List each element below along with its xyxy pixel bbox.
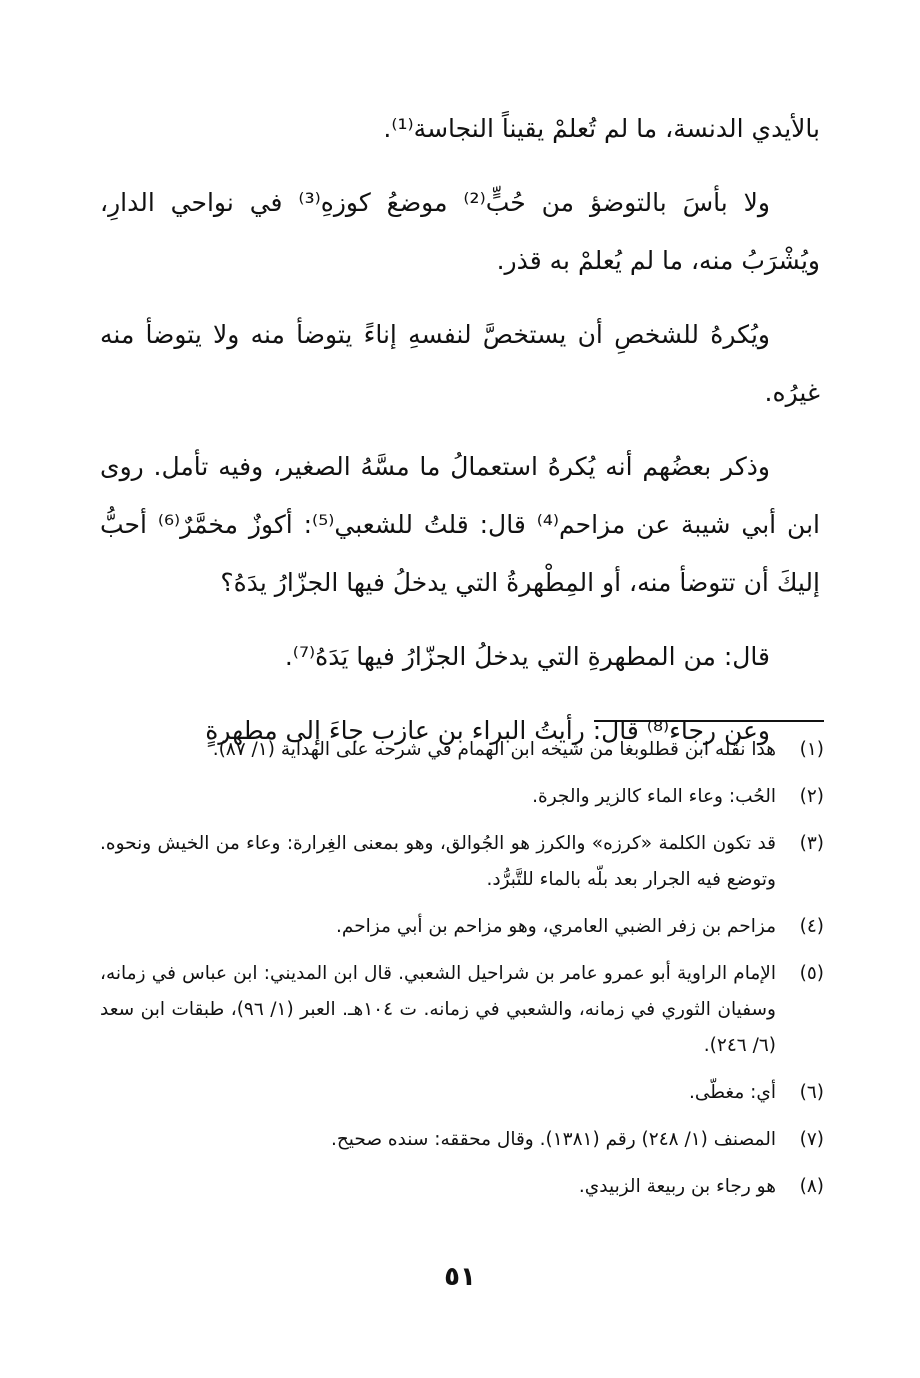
main-text — [100, 100, 820, 776]
footnote-text: هذا نقله ابن قطلوبغا من شيخه ابن الهمام في شرحه على الهداية (١/ ٨٧). — [212, 739, 776, 760]
page-number: ٥١ — [444, 1262, 476, 1292]
footnote — [100, 909, 824, 945]
paragraph: وذكر بعضُهم أنه يُكرهُ استعمالُ ما مسَّهُ الصغير، وفيه تأمل. روى ابن أبي شيبة عن مزاحم⁽⁴⁾ قال: قلتُ للشعبي⁽⁵⁾: أكوزٌ مخمَّرٌ⁽⁶⁾ أحبُّ إليكَ أن تتوضأ منه، أو المِطْهرةُ التي يدخلُ فيها الجزّارُ يدَهُ؟ — [100, 452, 820, 597]
paragraph: ويُكرهُ للشخصِ أن يستخصَّ لنفسهِ إناءً يتوضأ منه ولا يتوضأ منه غيرُه. — [100, 320, 820, 407]
footnote — [100, 779, 824, 815]
footnote-text: قد تكون الكلمة «كرزه» والكرز هو الجُوالق، وهو بمعنى الغِرارة: وعاء من الخيش ونحوه. وتوضع فيه الجرار بعد بلّه بالماء للتَّبرُّد. — [100, 833, 776, 890]
footnote-number: (٣) — [799, 833, 824, 854]
footnote-text: هو رجاء بن ربيعة الزبيدي. — [578, 1176, 776, 1197]
footnote — [100, 1122, 824, 1158]
paragraph: وعن رجاء⁽⁸⁾ قال: رأيتُ البراء بن عازب جاءَ إلى مطهرةٍ — [205, 716, 770, 745]
footnote-number: (٢) — [799, 786, 824, 807]
footnote-separator — [594, 720, 824, 722]
footnote — [100, 826, 824, 898]
footnote-number: (٨) — [799, 1176, 824, 1197]
paragraph: ولا بأسَ بالتوضؤ من حُبٍّ⁽²⁾ موضعُ كوزهِ⁽³⁾ في نواحي الدارِ، ويُشْرَبُ منه، ما لم يُعلمْ به قذر. — [100, 188, 820, 275]
footnote — [100, 1075, 824, 1111]
footnote-text: أي: مغطّى. — [688, 1082, 776, 1103]
footnote-number: (٧) — [799, 1129, 824, 1150]
footnote-number: (٦) — [799, 1082, 824, 1103]
paragraph: قال: من المطهرةِ التي يدخلُ الجزّارُ فيها يَدَهُ⁽⁷⁾. — [284, 642, 770, 671]
footnote — [100, 732, 824, 768]
footnote-number: (٥) — [799, 963, 824, 984]
footnote — [100, 1169, 824, 1205]
paragraph: بالأيدي الدنسة، ما لم تُعلمْ يقيناً النجاسة⁽¹⁾. — [383, 114, 820, 143]
footnote-text: مزاحم بن زفر الضبي العامري، وهو مزاحم بن أبي مزاحم. — [336, 916, 776, 937]
footnote-number: (١) — [799, 739, 824, 760]
footnote-text: الإمام الراوية أبو عمرو عامر بن شراحيل الشعبي. قال ابن المديني: ابن عباس في زمانه، وسفيان الثوري في زمانه، والشعبي في زمانه. ت ١٠٤هـ. العبر (١/ ٩٦)، طبقات ابن سعد (٦/ ٢٤٦). — [100, 963, 776, 1056]
footnote-number: (٤) — [799, 916, 824, 937]
footnotes — [100, 732, 824, 1216]
footnote-text: المصنف (١/ ٢٤٨) رقم (١٣٨١). وقال محققه: سنده صحيح. — [330, 1129, 776, 1150]
footnote-text: الحُب: وعاء الماء كالزير والجرة. — [532, 786, 776, 807]
footnote — [100, 956, 824, 1064]
